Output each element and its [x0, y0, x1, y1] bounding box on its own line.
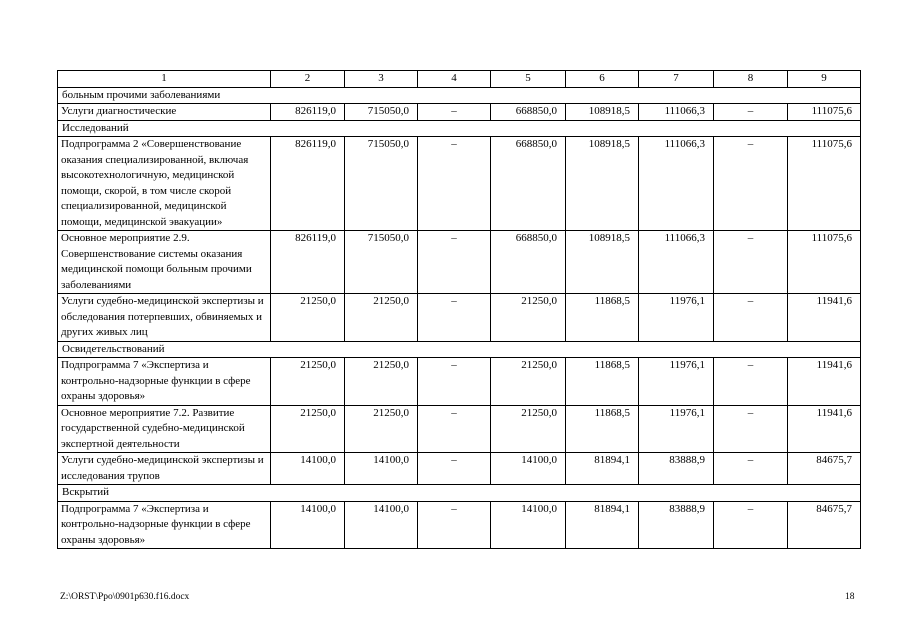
value-cell: 14100,0 [345, 501, 418, 549]
value-cell: 21250,0 [491, 405, 566, 453]
value-cell: – [714, 294, 788, 342]
row-label: Подпрограмма 7 «Экспертиза и контрольно-надзорные функции в сфере охраны здоровья» [58, 358, 271, 406]
value-cell: 84675,7 [788, 501, 861, 549]
table-row [58, 137, 861, 231]
value-cell: 826119,0 [271, 231, 345, 294]
section-row [58, 341, 861, 358]
section-row [58, 87, 861, 104]
section-row [58, 485, 861, 502]
value-cell: 21250,0 [345, 358, 418, 406]
value-cell: – [418, 405, 491, 453]
page-number: 18 [845, 592, 855, 602]
row-label: Услуги судебно-медицинской экспертизы и исследования трупов [58, 453, 271, 485]
value-cell: – [714, 137, 788, 231]
table-row [58, 104, 861, 121]
value-cell: – [714, 104, 788, 121]
row-label: Подпрограмма 7 «Экспертиза и контрольно-надзорные функции в сфере охраны здоровья» [58, 501, 271, 549]
budget-table [57, 70, 861, 549]
value-cell: 826119,0 [271, 137, 345, 231]
column-header: 8 [714, 71, 788, 88]
row-label: Основное мероприятие 2.9. Совершенствование системы оказания медицинской помощи больным прочими заболеваниями [58, 231, 271, 294]
value-cell: – [714, 231, 788, 294]
value-cell: 668850,0 [491, 231, 566, 294]
file-path: Z:\ORST\Ppo\0901p630.f16.docx [60, 592, 190, 602]
column-header: 4 [418, 71, 491, 88]
section-label: Освидетельствований [58, 341, 861, 358]
column-header: 2 [271, 71, 345, 88]
column-header: 7 [639, 71, 714, 88]
value-cell: 21250,0 [345, 294, 418, 342]
value-cell: 21250,0 [345, 405, 418, 453]
section-label: больным прочими заболеваниями [58, 87, 861, 104]
value-cell: 84675,7 [788, 453, 861, 485]
value-cell: 111066,3 [639, 137, 714, 231]
value-cell: 111075,6 [788, 104, 861, 121]
row-label: Основное мероприятие 7.2. Развитие государственной судебно-медицинской экспертной деятельности [58, 405, 271, 453]
column-header: 9 [788, 71, 861, 88]
value-cell: 83888,9 [639, 453, 714, 485]
value-cell: 11976,1 [639, 294, 714, 342]
row-label: Услуги диагностические [58, 104, 271, 121]
value-cell: 21250,0 [491, 358, 566, 406]
value-cell: – [418, 501, 491, 549]
value-cell: – [714, 501, 788, 549]
value-cell: 11941,6 [788, 358, 861, 406]
value-cell: 715050,0 [345, 104, 418, 121]
value-cell: 14100,0 [271, 501, 345, 549]
value-cell: – [418, 137, 491, 231]
section-label: Исследований [58, 120, 861, 137]
value-cell: 668850,0 [491, 137, 566, 231]
section-label: Вскрытий [58, 485, 861, 502]
value-cell: 668850,0 [491, 104, 566, 121]
value-cell: – [418, 358, 491, 406]
value-cell: 108918,5 [566, 137, 639, 231]
value-cell: – [418, 453, 491, 485]
value-cell: – [418, 294, 491, 342]
value-cell: 14100,0 [345, 453, 418, 485]
column-header: 3 [345, 71, 418, 88]
value-cell: 11976,1 [639, 358, 714, 406]
value-cell: 11868,5 [566, 405, 639, 453]
table-row [58, 231, 861, 294]
value-cell: 14100,0 [491, 453, 566, 485]
value-cell: – [418, 231, 491, 294]
value-cell: 81894,1 [566, 453, 639, 485]
value-cell: 715050,0 [345, 231, 418, 294]
value-cell: 111066,3 [639, 104, 714, 121]
value-cell: – [418, 104, 491, 121]
table-row [58, 501, 861, 549]
value-cell: 11868,5 [566, 294, 639, 342]
value-cell: 111075,6 [788, 137, 861, 231]
value-cell: 111066,3 [639, 231, 714, 294]
value-cell: 11976,1 [639, 405, 714, 453]
value-cell: 111075,6 [788, 231, 861, 294]
value-cell: 21250,0 [491, 294, 566, 342]
value-cell: 21250,0 [271, 405, 345, 453]
value-cell: – [714, 405, 788, 453]
value-cell: 81894,1 [566, 501, 639, 549]
value-cell: 826119,0 [271, 104, 345, 121]
section-row [58, 120, 861, 137]
value-cell: 14100,0 [271, 453, 345, 485]
value-cell: – [714, 453, 788, 485]
value-cell: 21250,0 [271, 294, 345, 342]
value-cell: 83888,9 [639, 501, 714, 549]
table-row [58, 294, 861, 342]
value-cell: 11868,5 [566, 358, 639, 406]
value-cell: 108918,5 [566, 231, 639, 294]
column-header: 5 [491, 71, 566, 88]
table-row [58, 405, 861, 453]
row-label: Услуги судебно-медицинской экспертизы и обследования потерпевших, обвиняемых и других живых лиц [58, 294, 271, 342]
row-label: Подпрограмма 2 «Совершенствование оказания специализированной, включая высокотехнологичную, медицинской помощи, скорой, в том числе скорой специализированной, медицинской помощи, медицинской эвакуации» [58, 137, 271, 231]
value-cell: – [714, 358, 788, 406]
value-cell: 14100,0 [491, 501, 566, 549]
table-header-row [58, 71, 861, 88]
value-cell: 715050,0 [345, 137, 418, 231]
column-header: 1 [58, 71, 271, 88]
table-row [58, 453, 861, 485]
value-cell: 11941,6 [788, 405, 861, 453]
value-cell: 11941,6 [788, 294, 861, 342]
table-body [58, 71, 861, 549]
value-cell: 21250,0 [271, 358, 345, 406]
value-cell: 108918,5 [566, 104, 639, 121]
column-header: 6 [566, 71, 639, 88]
table-row [58, 358, 861, 406]
